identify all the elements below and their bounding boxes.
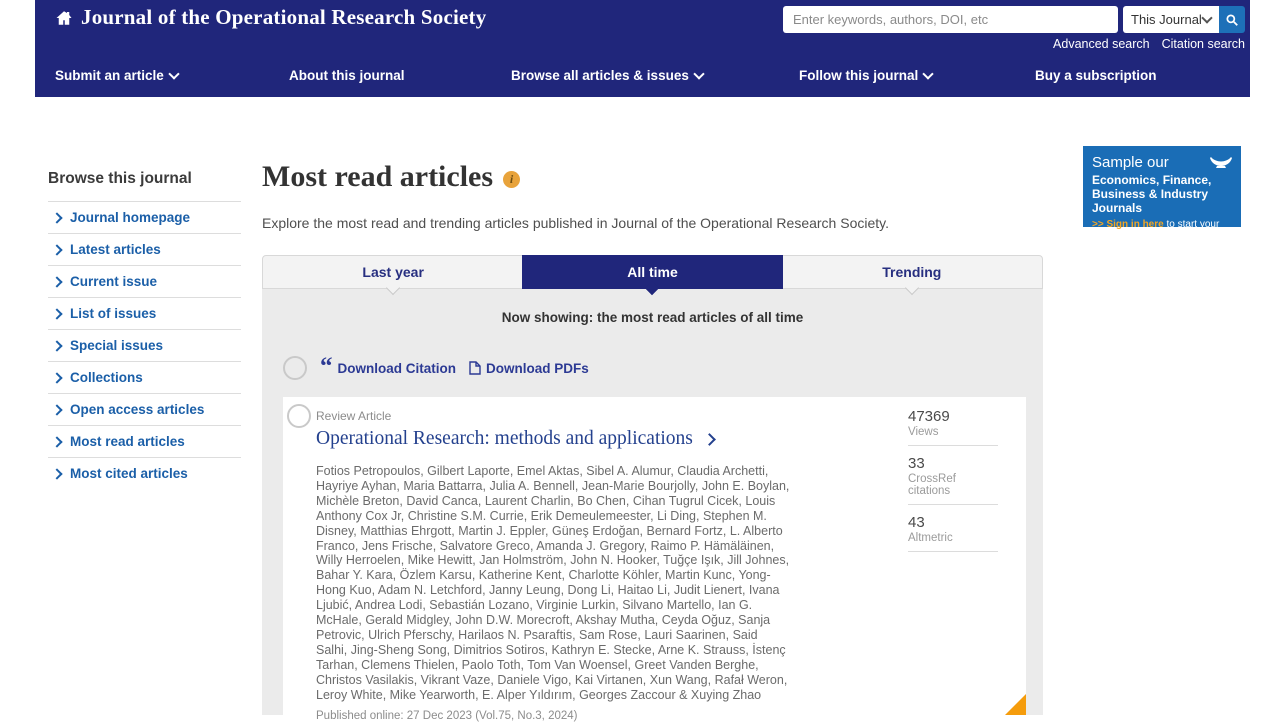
select-all-checkbox[interactable] <box>283 356 307 380</box>
metric-label: Views <box>908 426 939 438</box>
article-checkbox[interactable] <box>287 404 311 428</box>
search-scope-select[interactable] <box>1123 6 1219 33</box>
article-type-label: Review Article <box>316 409 392 423</box>
sidebar-item-label: Most read articles <box>70 434 185 449</box>
chevron-right-icon <box>703 433 716 446</box>
sidebar-item-label: Open access articles <box>70 402 205 417</box>
ad-cta <box>1092 219 1232 254</box>
search-icon <box>1225 13 1239 27</box>
chevron-right-icon <box>51 308 62 319</box>
sidebar-item-list-of-issues[interactable] <box>48 297 241 329</box>
nav-label: Buy a subscription <box>1035 68 1157 83</box>
chevron-right-icon <box>51 436 62 447</box>
article-title-link[interactable] <box>316 428 794 450</box>
chevron-right-icon <box>51 404 62 415</box>
tab-label: Trending <box>882 264 942 280</box>
chevron-right-icon <box>51 276 62 287</box>
sidebar-item-label: Special issues <box>70 338 164 353</box>
sidebar-item-journal-homepage[interactable] <box>48 201 241 233</box>
sidebar-item-latest-articles[interactable] <box>48 233 241 265</box>
home-icon <box>55 9 73 27</box>
article-published: Published online: 27 Dec 2023 (Vol.75, No.3, 2024) <box>316 709 578 722</box>
journal-home-link[interactable] <box>55 5 486 30</box>
article-title-text: Operational Research: methods and applications <box>316 428 693 449</box>
ad-subject-line-1: Economics, Finance, <box>1092 173 1212 187</box>
chevron-down-icon <box>1201 12 1212 23</box>
sidebar-item-current-issue[interactable] <box>48 265 241 297</box>
ad-subject-line-2: Business & Industry Journals <box>1092 187 1209 215</box>
chevron-right-icon <box>51 468 62 479</box>
chevron-right-icon <box>51 372 62 383</box>
metric-altmetric <box>908 505 998 552</box>
ad-cta-arrows: >> <box>1092 219 1104 230</box>
article-authors: Fotios Petropoulos, Gilbert Laporte, Emel Aktas, Sibel A. Alumur, Claudia Archetti, Hayriye Ayhan, Maria Battarra, Julia A. Bennell, Jean-Marie Bourjolly, John E. Boylan, Michèle Breton, David Canca, Laurent Charlin, Bo Chen, Cihan Tugrul Cicek, Louis Anthony Cox Jr, Christine S.M. Currie, Erik Demeulemeester, Li Ding, Stephen M. Disney, Matthias Ehrgott, Martin J. Eppler, Güneş Erdoğan, Bernard Fortz, L. Alberto Franco, Jens Frische, Salvatore Greco, Amanda J. Gregory, Raimo P. Hämäläinen, Willy Herroelen, Mike Hewitt, Jan Holmström, John N. Hooker, Tuğçe Işık, Jill Johnes, Bahar Y. Kara, Özlem Karsu, Katherine Kent, Charlotte Köhler, Martin Kunc, Yong-Hong Kuo, Adam N. Letchford, Janny Leung, Dong Li, Haitao Li, Judit Lienert, Ivana Ljubić, Andrea Lodi, Sebastián Lozano, Virginie Lurkin, Silvano Martello, Ian G. McHale, Gerald Midgley, John D.W. Morecroft, Akshay Mutha, Ceyda Oğuz, Sanja Petrovic, Ulrich Pferschy, Harilaos N. Psaraftis, Sam Rose, Lauri Saarinen, Said Salhi, Jing-Sheng Song, Dimitrios Sotiros, Kathryn E. Stecke, Arne K. Strauss, İstenç Tarhan, Clemens Thielen, Paolo Toth, Tom Van Woensel, Greet Vanden Berghe, Christos Vasilakis, Vikrant Vaze, Daniele Vigo, Kai Virtanen, Xun Wang, Rafał Weron, Leroy White, Mike Yearworth, E. Alper Yıldırım, Georges Zaccour & Xuying Zhao <box>316 464 790 702</box>
search-input[interactable] <box>783 6 1118 33</box>
tab-trending[interactable] <box>782 256 1042 288</box>
page-title <box>262 160 1043 194</box>
chevron-right-icon <box>51 244 62 255</box>
nav-label: About this journal <box>289 68 405 83</box>
metric-value: 47369 <box>908 408 950 425</box>
tab-last-year[interactable] <box>263 256 523 288</box>
search-scope-value: This Journal <box>1131 12 1202 27</box>
main-content <box>262 160 1043 722</box>
metric-value: 43 <box>908 514 925 531</box>
sidebar-item-label: Latest articles <box>70 242 161 257</box>
citation-search-link[interactable]: Citation search <box>1161 37 1245 51</box>
sidebar-item-label: List of issues <box>70 306 157 321</box>
sidebar-item-most-read[interactable] <box>48 425 241 457</box>
nav-label: Follow this journal <box>799 68 919 83</box>
chevron-down-icon <box>693 68 704 79</box>
tab-all-time[interactable] <box>522 255 782 289</box>
sidebar-item-label: Current issue <box>70 274 158 289</box>
download-citation-label: Download Citation <box>337 360 456 376</box>
nav-label: Browse all articles & issues <box>511 68 689 83</box>
results-panel <box>262 289 1043 722</box>
search-button[interactable] <box>1219 6 1245 33</box>
ad-heading: Sample our <box>1092 154 1169 171</box>
journal-title: Journal of the Operational Research Society <box>81 5 487 29</box>
metric-crossref <box>908 446 998 505</box>
metric-label: CrossRef citations <box>908 473 956 497</box>
boat-icon <box>1209 154 1233 174</box>
download-actions-row <box>283 352 1043 380</box>
article-metrics <box>908 399 998 552</box>
quote-icon: “ <box>320 352 333 380</box>
advanced-search-link[interactable]: Advanced search <box>1053 37 1150 51</box>
sidebar-item-open-access[interactable] <box>48 393 241 425</box>
info-icon[interactable]: i <box>503 171 520 188</box>
sidebar-title: Browse this journal <box>48 170 192 187</box>
article-body <box>316 409 794 722</box>
download-citation-link[interactable] <box>320 352 456 380</box>
search-bar <box>783 6 1245 33</box>
sidebar-item-most-cited[interactable] <box>48 457 241 489</box>
download-pdfs-link[interactable] <box>469 361 589 376</box>
chevron-down-icon <box>168 68 179 79</box>
main-nav <box>35 68 1250 97</box>
ad-cta-suffix: to start your access to the latest two volumes for 14 days <box>1092 219 1220 253</box>
metric-value: 33 <box>908 455 925 472</box>
sample-journals-banner[interactable] <box>1083 146 1241 253</box>
site-header <box>35 0 1250 97</box>
nav-submit-article[interactable] <box>55 68 178 83</box>
chevron-right-icon <box>51 212 62 223</box>
search-links <box>1053 37 1245 51</box>
corner-fold-marker <box>1005 694 1026 715</box>
sidebar-item-label: Collections <box>70 370 143 385</box>
nav-buy-subscription[interactable] <box>1035 68 1157 83</box>
sidebar-item-special-issues[interactable] <box>48 329 241 361</box>
ad-sign-in-link[interactable]: Sign in here <box>1106 219 1164 230</box>
nav-label: Submit an article <box>55 68 164 83</box>
pdf-icon <box>469 361 481 375</box>
tab-label: Last year <box>362 264 424 280</box>
nav-about-journal[interactable] <box>289 68 405 83</box>
nav-browse-articles[interactable] <box>511 68 703 83</box>
chevron-right-icon <box>51 340 62 351</box>
metric-label: Altmetric <box>908 532 953 544</box>
sidebar-item-label: Most cited articles <box>70 466 188 481</box>
download-pdfs-label: Download PDFs <box>486 360 589 376</box>
now-showing-text: Now showing: the most read articles of all time <box>501 310 804 325</box>
page-description: Explore the most read and trending articles published in Journal of the Operational Research Society. <box>262 215 889 231</box>
sidebar-item-collections[interactable] <box>48 361 241 393</box>
sidebar-item-label: Journal homepage <box>70 210 191 225</box>
tab-label: All time <box>627 264 678 280</box>
page-title-text: Most read articles <box>262 160 494 193</box>
browse-sidebar <box>48 170 241 489</box>
chevron-down-icon <box>923 68 934 79</box>
tab-bar <box>262 255 1043 289</box>
article-card <box>283 397 1026 722</box>
nav-follow-journal[interactable] <box>799 68 932 83</box>
metric-views <box>908 399 998 446</box>
